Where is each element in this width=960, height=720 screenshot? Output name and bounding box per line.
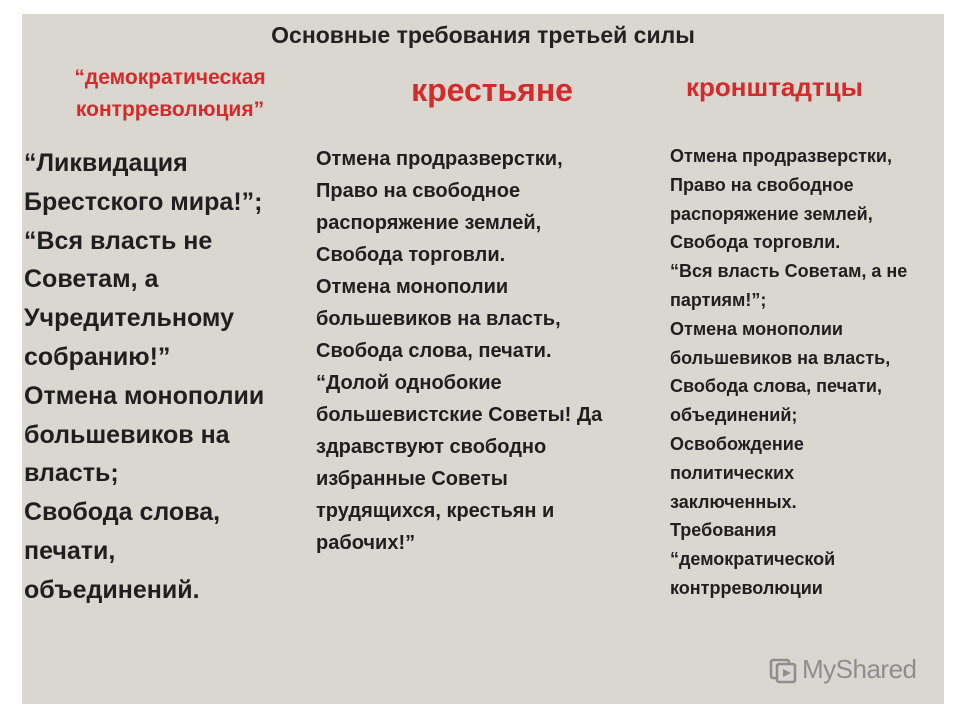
- column-line: большевиков на власть,: [670, 347, 891, 368]
- column-line: распоряжение землей,: [670, 203, 873, 224]
- column-line: печати,: [24, 536, 116, 565]
- column-line: Отмена монополии: [24, 381, 265, 410]
- column-line: Отмена монополии: [670, 318, 843, 339]
- column-line: Требования: [670, 520, 777, 541]
- heading-line: “демократическая: [74, 66, 266, 89]
- column-line: власть;: [24, 459, 119, 488]
- column-heading-peasants: [392, 70, 592, 110]
- column-line: “Вся власть не: [24, 226, 213, 255]
- column-line: избранные Советы: [316, 468, 508, 490]
- column-kronstadt: [670, 142, 940, 603]
- heading-line: кронштадтцы: [686, 72, 863, 102]
- column-heading-kronstadt: [686, 70, 863, 104]
- column-line: трудящихся, крестьян и: [316, 500, 555, 522]
- heading-line: контрреволюция”: [75, 98, 265, 121]
- column-line: большевиков на: [24, 420, 230, 449]
- column-line: Учредительному: [24, 304, 234, 333]
- column-line: большевистские Советы! Да: [316, 404, 603, 426]
- column-heading-democratic-counterrevolution: [22, 62, 318, 126]
- column-line: здравствуют свободно: [316, 436, 547, 458]
- column-line: “Ликвидация: [24, 149, 188, 177]
- column-line: Свобода торговли.: [316, 244, 506, 266]
- column-line: Брестского мира!”;: [24, 187, 263, 216]
- column-line: Право на свободное: [316, 180, 521, 202]
- column-line: Отмена продразверстки,: [316, 148, 563, 170]
- column-line: “Вся власть Советам, а не: [670, 261, 908, 282]
- column-line: заключенных.: [670, 491, 797, 512]
- column-line: рабочих!”: [316, 532, 416, 554]
- column-line: Отмена монополии: [316, 276, 509, 298]
- watermark-text: MyShared: [802, 654, 917, 684]
- column-line: Отмена продразверстки,: [670, 146, 892, 166]
- column-line: собранию!”: [24, 342, 171, 371]
- myshared-logo-icon: [768, 655, 798, 685]
- myshared-watermark: [768, 654, 917, 685]
- slide-title: Основные требования третьей силы: [271, 22, 695, 48]
- column-line: Право на свободное: [670, 174, 854, 195]
- column-line: политических: [670, 462, 795, 483]
- column-peasants: [316, 143, 656, 559]
- heading-line: крестьяне: [411, 72, 573, 108]
- column-line: “Долой однобокие: [316, 372, 502, 394]
- column-line: Освобождение: [670, 433, 804, 454]
- column-line: партиям!”;: [670, 289, 767, 310]
- column-line: контрреволюции: [670, 577, 823, 598]
- column-line: Свобода торговли.: [670, 232, 841, 253]
- column-line: большевиков на власть,: [316, 308, 561, 330]
- column-line: Свобода слова, печати.: [316, 340, 552, 362]
- slide: [22, 14, 944, 704]
- column-line: “демократической: [670, 549, 836, 570]
- column-line: Советам, а: [24, 265, 159, 294]
- column-line: Свобода слова,: [24, 498, 221, 527]
- column-line: распоряжение землей,: [316, 212, 542, 234]
- column-line: объединений.: [24, 575, 200, 604]
- column-line: Свобода слова, печати,: [670, 376, 882, 397]
- column-line: объединений;: [670, 405, 798, 426]
- column-democratic-counterrevolution: [24, 144, 314, 610]
